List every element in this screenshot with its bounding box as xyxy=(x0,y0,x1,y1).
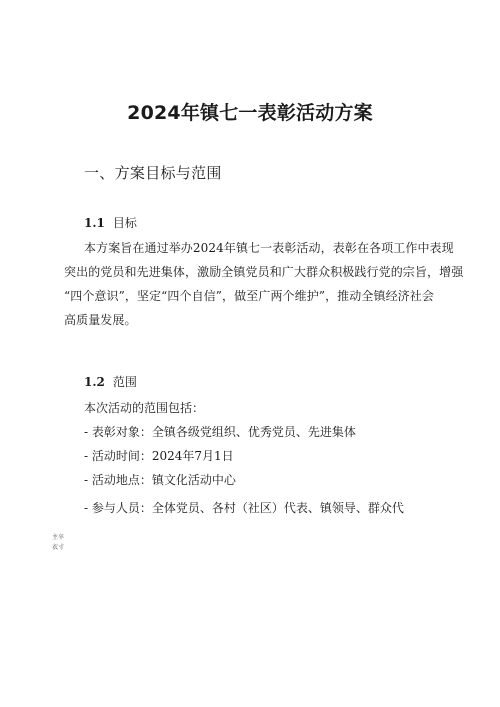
subsection-number: 1.1 xyxy=(84,216,105,230)
goal-paragraph xyxy=(64,236,464,332)
paragraph-line: 本方案旨在通过举办2024年镇七一表彰活动，表彰在各项工作中表现 xyxy=(84,241,454,255)
subsection-number: 1.2 xyxy=(84,375,105,389)
margin-note-line: 主卒 xyxy=(52,534,65,541)
scope-intro: 本次活动的范围包括： xyxy=(84,401,205,415)
paragraph-line: “四个意识”，坚定“四个自信”，做至广两个维护”，推动全镇经济社会 xyxy=(64,289,434,303)
list-item: - 活动地点：镇文化活动中心 xyxy=(84,473,236,487)
scope-list xyxy=(84,396,404,520)
subsection-goal-heading xyxy=(84,214,137,231)
list-item: - 活动时间：2024年7月1日 xyxy=(84,449,234,463)
list-item: - 参与人员：全体党员、各村（社区）代表、镇领导、群众代 xyxy=(84,501,404,515)
subsection-scope-heading xyxy=(84,373,137,390)
list-item: - 表彰对象：全镇各级党组织、优秀党员、先进集体 xyxy=(84,425,356,439)
paragraph-line: 突出的党员和先进集体，激励全镇党员和广大群众积极践行党的宗旨，增强 xyxy=(64,265,464,279)
margin-note-line: 衣寸 xyxy=(52,544,65,551)
document-title: 2024年镇七一表彰活动方案 xyxy=(127,102,373,124)
subsection-label: 目标 xyxy=(112,216,137,230)
section-heading: 一、方案目标与范围 xyxy=(84,164,222,182)
margin-note xyxy=(52,533,66,553)
subsection-label: 范围 xyxy=(112,375,137,389)
paragraph-line: 高质量发展。 xyxy=(64,313,137,327)
